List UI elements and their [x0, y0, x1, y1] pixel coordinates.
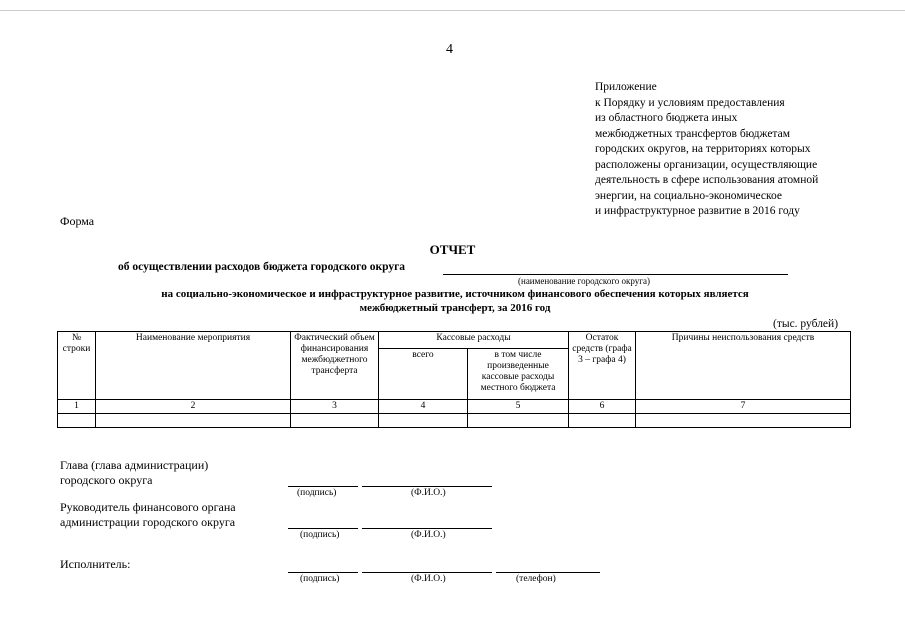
header-cash-total: всего [379, 349, 468, 400]
header-actual-volume: Фактический объем финансирования межбюджетного трансферта [291, 332, 379, 400]
appendix-line: деятельность в сфере использования атомной [595, 174, 819, 186]
appendix-line: и инфраструктурное развитие в 2016 году [595, 205, 800, 217]
head-name-field[interactable] [362, 486, 492, 487]
executor-label: Исполнитель: [60, 557, 131, 571]
executor-signature-caption: (подпись) [300, 574, 340, 584]
column-number: 3 [291, 400, 379, 414]
fin-name-caption: (Ф.И.О.) [411, 530, 446, 540]
appendix-line: городских округов, на территориях которых [595, 143, 811, 155]
column-number: 7 [636, 400, 851, 414]
head-name-caption: (Ф.И.О.) [411, 488, 446, 498]
head-title-line: городского округа [60, 473, 153, 487]
appendix-line: к Порядку и условиям предоставления [595, 96, 785, 109]
header-cash-expenses: Кассовые расходы [379, 332, 569, 349]
fin-name-field[interactable] [362, 528, 492, 529]
executor-phone-field[interactable] [496, 572, 600, 573]
header-remainder: Остаток средств (графа 3 – графа 4) [569, 332, 636, 400]
appendix-line: Приложение [595, 81, 657, 93]
appendix-line: из областного бюджета иных [595, 112, 738, 124]
report-title: ОТЧЕТ [429, 242, 476, 257]
header-event-name: Наименование мероприятия [96, 332, 291, 400]
appendix-line: межбюджетных трансфертов бюджетам [595, 127, 790, 140]
executor-name-caption: (Ф.И.О.) [411, 574, 446, 584]
executor-name-field[interactable] [362, 572, 492, 573]
executor-signature-field[interactable] [288, 572, 358, 573]
head-title [60, 458, 208, 488]
fin-head-title-line: администрации городского округа [60, 515, 236, 529]
column-number: 4 [379, 400, 468, 414]
okrug-name-caption: (наименование городского округа) [518, 276, 650, 286]
header-reasons: Причины неиспользования средств [636, 332, 851, 400]
fin-signature-field[interactable] [288, 528, 358, 529]
page-number: 4 [446, 42, 453, 57]
column-number: 5 [468, 400, 569, 414]
column-number: 2 [96, 400, 291, 414]
fin-head-title [60, 500, 236, 530]
head-signature-field[interactable] [288, 486, 358, 487]
executor-phone-caption: (телефон) [516, 574, 556, 584]
appendix-line: расположены организации, осуществляющие [595, 158, 818, 171]
header-row-number: № строки [58, 332, 96, 400]
head-title-line: Глава (глава администрации) [60, 458, 209, 472]
description-line: на социально-экономическое и инфраструктурное развитие, источником финансового обеспечения которых является [161, 288, 749, 300]
column-number: 6 [569, 400, 636, 414]
report-subtitle: об осуществлении расходов бюджета городского округа [118, 261, 406, 273]
appendix-line: энергии, на социально-экономическое [595, 189, 783, 202]
fin-head-title-line: Руководитель финансового органа [60, 500, 236, 514]
units-label: (тыс. рублей) [773, 318, 839, 330]
column-number: 1 [58, 400, 96, 414]
fin-signature-caption: (подпись) [300, 530, 340, 540]
head-signature-caption: (подпись) [297, 488, 337, 498]
description-line: межбюджетный трансферт, за 2016 год [359, 302, 551, 314]
form-label: Форма [60, 214, 95, 228]
header-cash-local: в том числе произведенные кассовые расходы местного бюджета [468, 349, 569, 400]
